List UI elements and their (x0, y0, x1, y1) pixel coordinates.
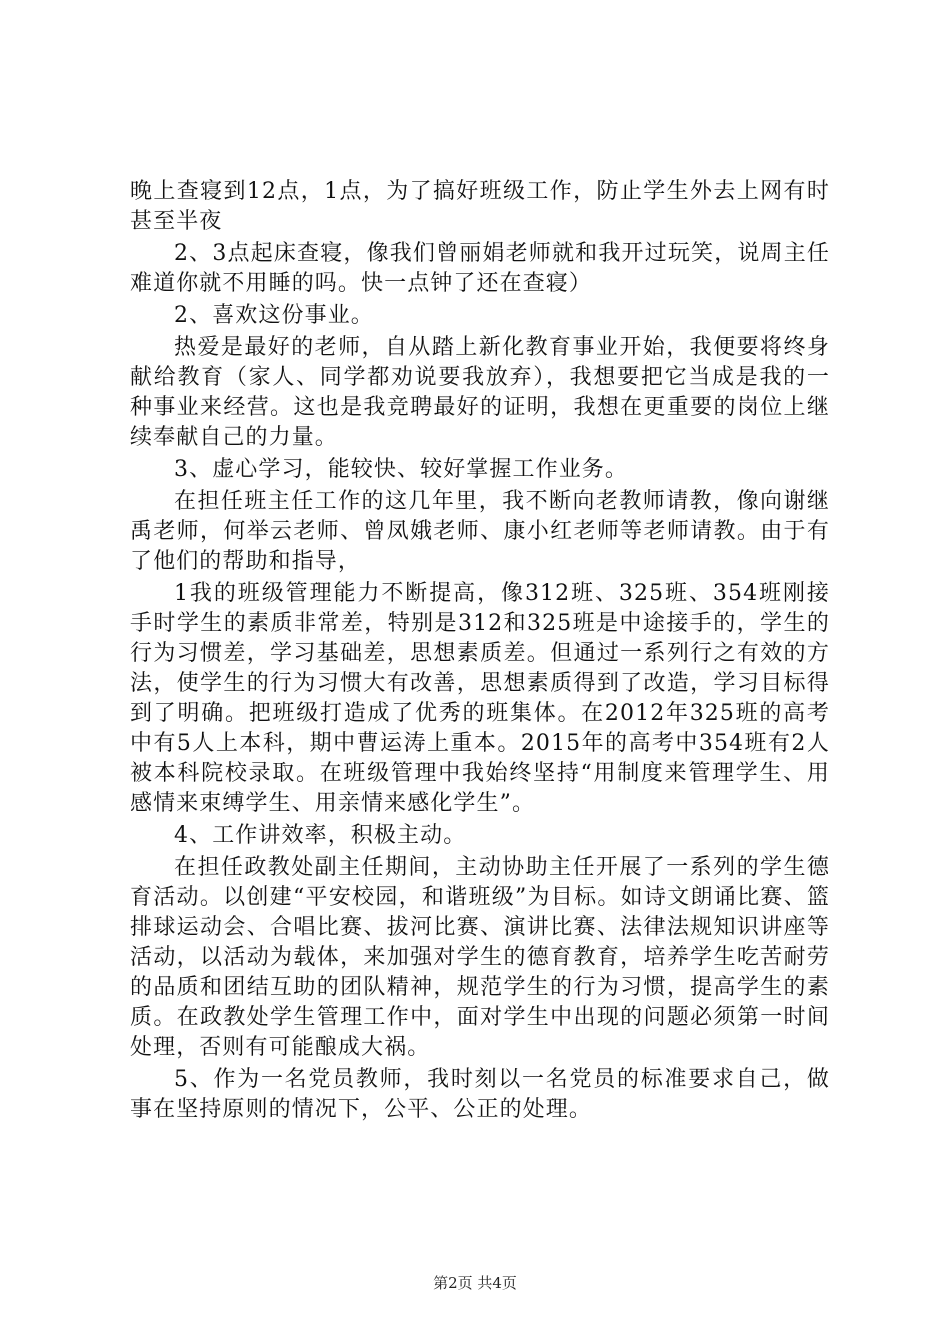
paragraph-2: 2、3点起床查寝，像我们曾丽娟老师就和我开过玩笑，说周主任难道你就不用睡的吗。快一点钟了还在查寝） (130, 241, 830, 296)
heading-4-efficiency: 4、工作讲效率，积极主动。 (174, 823, 467, 848)
paragraph-5: 1我的班级管理能力不断提高，像312班、325班、354班刚接手时学生的素质非常差，特别是312和325班是中途接手的，学生的行为习惯差，学习基础差，思想素质差。但通过一系列行之有效的方法，使学生的行为习惯大有改善，思想素质得到了改造，学习目标得到了明确。把班级打造成了优秀的班集体。在2012年325班的高考中有5人上本科，期中曹运涛上重本。2015年的高考中354班有2人被本科院校录取。在班级管理中我始终坚持“用制度来管理学生、用感情来束缚学生、用亲情来感化学生”。 (130, 581, 830, 816)
paragraph-7: 5、作为一名党员教师，我时刻以一名党员的标准要求自己，做事在坚持原则的情况下，公平、公正的处理。 (130, 1067, 830, 1122)
paragraph-6: 在担任政教处副主任期间，主动协助主任开展了一系列的学生德育活动。以创建“平安校园，和谐班级”为目标。如诗文朗诵比赛、篮排球运动会、合唱比赛、拔河比赛、演讲比赛、法律法规知识讲座等活动，以活动为载体，来加强对学生的德育教育，培养学生吃苦耐劳的品质和团结互助的团队精神，规范学生的行为习惯，提高学生的素质。在政教处学生管理工作中，面对学生中出现的问题必须第一时间处理，否则有可能酿成大祸。 (130, 855, 830, 1060)
paragraph-3: 热爱是最好的老师，自从踏上新化教育事业开始，我便要将终身献给教育（家人、同学都劝说要我放弃），我想要把它当成是我的一种事业来经营。这也是我竞聘最好的证明，我想在更重要的岗位上继续奉献自己的力量。 (130, 335, 830, 450)
document-body (130, 177, 830, 1125)
heading-2-love-career: 2、喜欢这份事业。 (174, 303, 374, 328)
heading-3-humble-learning: 3、虚心学习，能较快、较好掌握工作业务。 (174, 457, 628, 482)
page-footer: 第2页 共4页 (433, 1274, 517, 1292)
paragraph-1: 晚上查寝到12点，1点，为了搞好班级工作，防止学生外去上网有时甚至半夜 (130, 179, 830, 234)
paragraph-4: 在担任班主任工作的这几年里，我不断向老教师请教，像向谢继禹老师，何举云老师、曾凤娥老师、康小红老师等老师请教。由于有了他们的帮助和指导， (130, 489, 830, 574)
